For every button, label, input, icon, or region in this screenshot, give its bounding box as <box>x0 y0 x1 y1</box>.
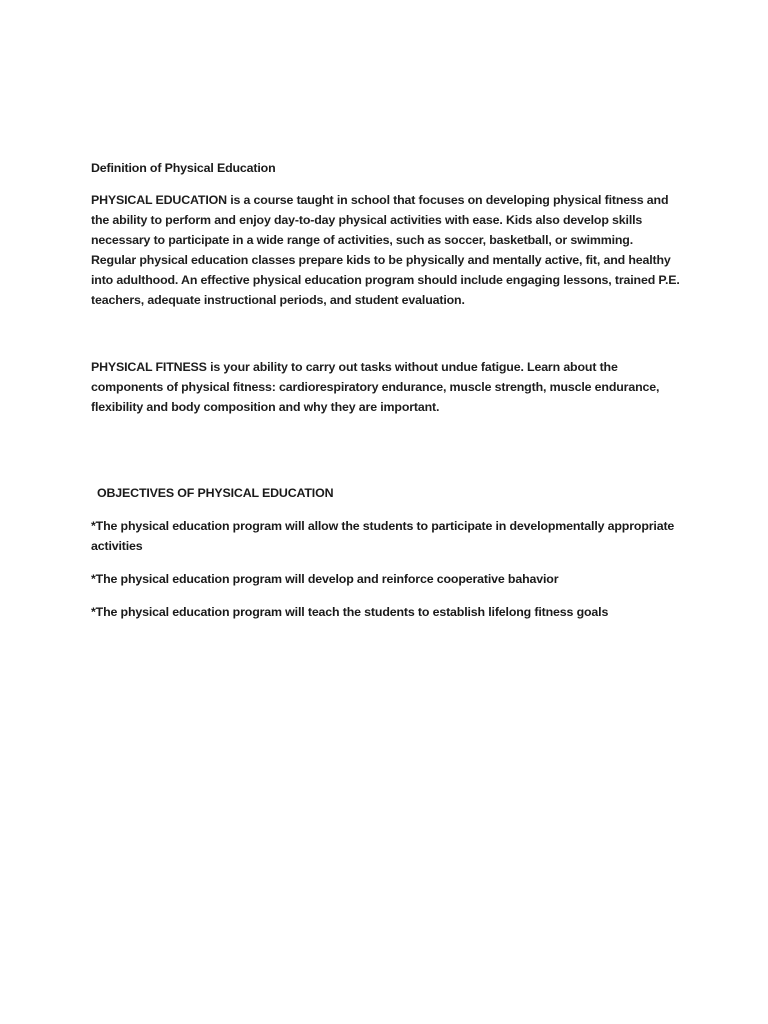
physical-education-term: PHYSICAL EDUCATION <box>91 193 227 207</box>
spacer <box>91 417 681 483</box>
document-title: Definition of Physical Education <box>91 161 276 175</box>
objectives-heading: OBJECTIVES OF PHYSICAL EDUCATION <box>97 486 334 500</box>
physical-education-definition: is a course taught in school that focuses on developing physical fitness and the ability to perform and enjoy day-to-day physical activities with ease. Kids also develop skills necessary to participate in a wide range of activities, such as soccer, basketball, or swimming. Regular physical education classes prepare kids to be physically and mentally active, fit, and healthy into adulthood. An effective physical education program should include engaging lessons, trained P.E. teachers, adequate instructional periods, and student evaluation. <box>91 193 680 307</box>
physical-fitness-paragraph <box>91 357 681 417</box>
objective-item: *The physical education program will allow the students to participate in developmentally appropriate activities <box>91 519 675 553</box>
physical-fitness-definition: is your ability to carry out tasks without undue fatigue. Learn about the components of physical fitness: cardiorespiratory endurance, muscle strength, muscle endurance, flexibility and body composition and why they are important. <box>91 360 660 414</box>
document-body <box>91 158 681 635</box>
physical-education-paragraph <box>91 190 681 310</box>
physical-fitness-term: PHYSICAL FITNESS <box>91 360 207 374</box>
spacer <box>91 310 681 357</box>
objective-item: *The physical education program will develop and reinforce cooperative bahavior <box>91 572 559 586</box>
objective-item: *The physical education program will teach the students to establish lifelong fitness goals <box>91 605 609 619</box>
